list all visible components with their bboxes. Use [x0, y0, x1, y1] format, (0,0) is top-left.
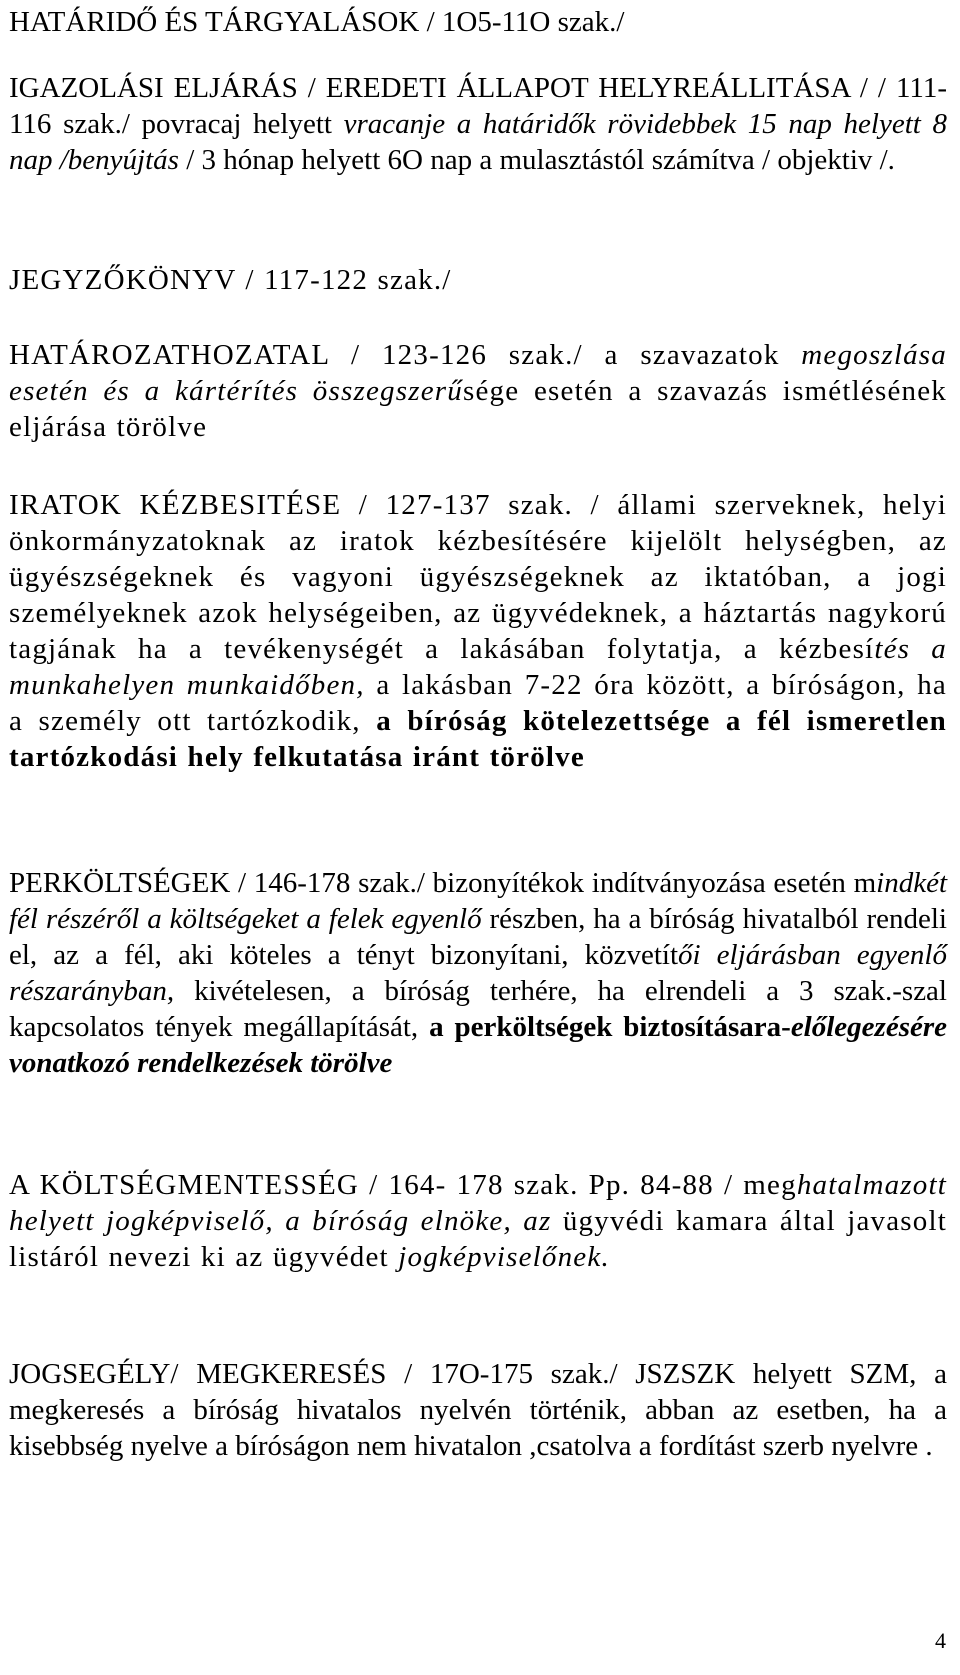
- body-text: PERKÖLTSÉGEK / 146-178 szak./ bizonyítékok indítványozása esetén m: [9, 867, 877, 899]
- italic-text: vracanje a határidők rövidebbek 15 nap helyett 8 nap /benyújtás: [9, 108, 947, 176]
- body-text: HATÁROZATHOZATAL / 123-126 szak./ a szavazatok: [9, 339, 802, 371]
- section-jegyzokonyv: [9, 262, 947, 298]
- italic-text: megoszlása esetén és a kártérítés összegszerű: [9, 339, 947, 407]
- body-text: részben, ha a bíróság hivatalból rendeli el, az a fél, aki köteles a tényt bizonyítani, közvetít: [9, 903, 947, 971]
- section-jogsegely: [9, 1356, 947, 1464]
- section-igazolasi-eljaras: [9, 70, 947, 178]
- body-text: A KÖLTSÉGMENTESSÉG / 164- 178 szak. Pp. 84-88 / meg: [9, 1169, 797, 1201]
- body-text: JOGSEGÉLY/ MEGKERESÉS / 17O-175 szak./ JSZSZK helyett SZM, a megkeresés a bíróság hivatalos nyelvén történik, abban az esetben, ha a kisebbség nyelve a bíróságon nem hivatalon ,csatolva a fordítást szerb nyelvre .: [9, 1358, 947, 1462]
- section-perkoltsegek: [9, 865, 947, 1081]
- italic-text: hatalmazott helyett jogképviselő, a bíróság elnöke, az: [9, 1169, 947, 1237]
- section-hataridok: [9, 4, 947, 40]
- bold-text: a perköltségek biztosításara-: [429, 1011, 791, 1043]
- body-text: / 3 hónap helyett 6O nap a mulasztástól számítva / objektiv /.: [178, 144, 895, 176]
- section-iratok-kezbesitese: [9, 487, 947, 775]
- body-text: IRATOK KÉZBESITÉSE / 127-137 szak. / állami szerveknek, helyi önkormányzatoknak az iratok kézbesítésére kijelölt helységben, az ügyészségeknek és vagyoni ügyészségeknek az iktatóban, a jogi személyeknek azok helységeiben, az ügyvédeknek, a háztartás nagykorú tagjának ha a tevékenységét a lakásában folytatja, a kézbesí: [9, 489, 947, 665]
- italic-text: ői eljárásban egyenlő részarányban,: [9, 939, 947, 1007]
- italic-text: indkét fél részéről a költségeket a felek egyenlő: [9, 867, 947, 935]
- body-text: IGAZOLÁSI ELJÁRÁS / EREDETI ÁLLAPOT HELYREÁLLITÁSA / / 111-116 szak./ povracaj helyett: [9, 72, 947, 140]
- bold-text: a bíróság kötelezettsége a fél ismeretlen tartózkodási hely felkutatása iránt törölve: [9, 705, 947, 773]
- section-koltsegmentesseg: [9, 1167, 947, 1275]
- bold-italic-text: előlegezésére vonatkozó rendelkezések törölve: [9, 1011, 948, 1079]
- heading-text: HATÁRIDŐ ÉS TÁRGYALÁSOK / 1O5-11O szak./: [9, 6, 625, 38]
- section-hatarozathozatal: [9, 337, 947, 445]
- body-text: ügyvédi kamara által javasolt listáról nevezi ki az ügyvédet: [9, 1205, 947, 1273]
- body-text: sége esetén a szavazás ismétlésének eljárása törölve: [9, 375, 947, 443]
- page-number: 4: [935, 1628, 946, 1653]
- heading-text: JEGYZŐKÖNYV / 117-122 szak./: [9, 264, 452, 296]
- body-text: a lakásban 7-22 óra között, a bíróságon, ha a személy ott tartózkodik,: [9, 669, 947, 737]
- italic-text: jogképviselőnek.: [398, 1241, 610, 1273]
- italic-text: tés a munkahelyen munkaidőben,: [9, 633, 948, 701]
- body-text: kivételesen, a bíróság terhére, ha elrendeli a 3 szak.-szal kapcsolatos tények megállapítását,: [9, 975, 947, 1043]
